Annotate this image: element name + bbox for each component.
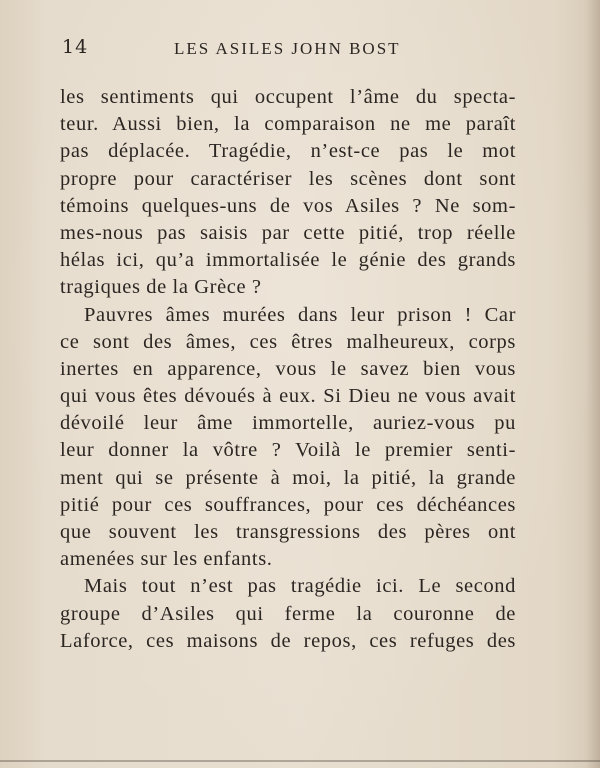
text-line: mes-nous pas saisis par cette pitié, trop réelle [60,221,516,244]
text-line: inertes en apparence, vous le savez bien vous [60,357,516,380]
text-line: qui vous êtes dévoués à eux. Si Dieu ne vous avait [60,385,516,408]
text-line: hélas ici, qu’a immortalisée le génie des grands [60,249,516,272]
text-line: tragiques de la Grèce ? [60,276,262,299]
text-line: témoins quelques-uns de vos Asiles ? Ne som- [60,194,516,217]
text-line: ce sont des âmes, ces êtres malheureux, corps [60,330,516,353]
page-number: 14 [62,36,89,58]
body-text [60,84,516,655]
text-line: leur donner la vôtre ? Voilà le premier senti- [60,439,516,462]
text-line: Laforce, ces maisons de repos, ces refuges des [60,629,516,652]
running-title: LES ASILES JOHN BOST [174,39,401,58]
text-line: dévoilé leur âme immortelle, auriez-vous pu [60,412,516,435]
page-header [62,36,514,60]
text-line: teur. Aussi bien, la comparaison ne me paraît [60,113,516,136]
text-line: les sentiments qui occupent l’âme du specta- [60,86,516,108]
page-bottom-edge [0,760,600,762]
text-line: que souvent les transgressions des pères ont [60,521,516,543]
text-line: propre pour caractériser les scènes dont sont [60,167,516,190]
text-line: Pauvres âmes murées dans leur prison ! Car [84,303,516,326]
text-line: pitié pour ces souffrances, pour ces déchéances [60,493,516,516]
text-line: pas déplacée. Tragédie, n’est-ce pas le mot [60,140,516,163]
text-line: ment qui se présente à moi, la pitié, la grande [60,466,516,489]
text-line: amenées sur les enfants. [60,548,273,571]
page-edge-shadow [586,0,600,768]
text-line: Mais tout n’est pas tragédie ici. Le second [84,575,516,598]
text-line: groupe d’Asiles qui ferme la couronne de [60,602,516,625]
